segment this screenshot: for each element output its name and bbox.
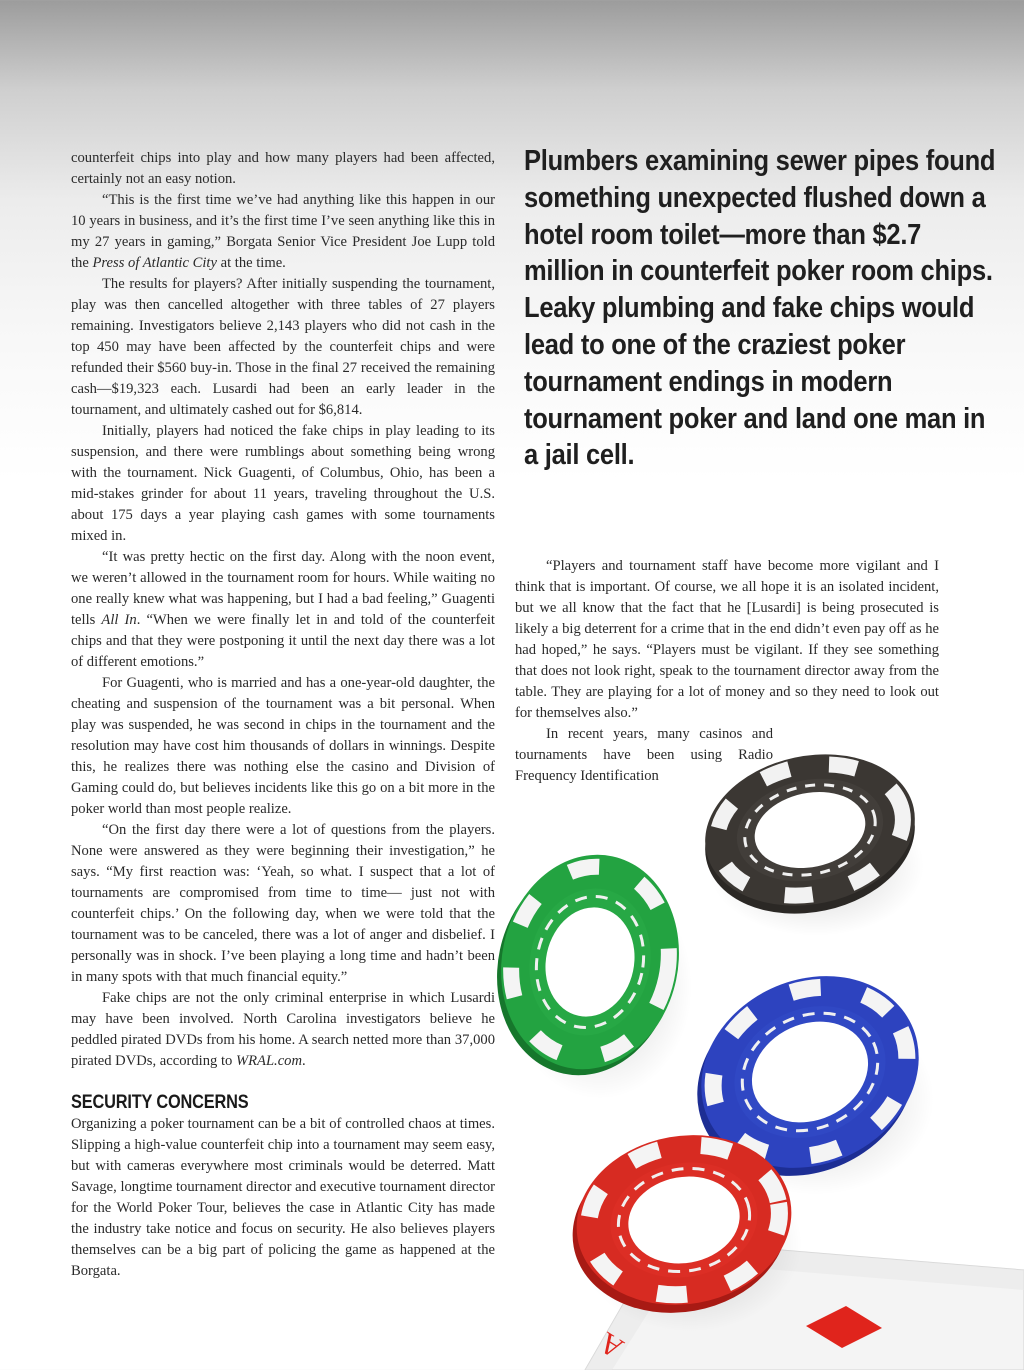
paragraph: “This is the first time we’ve had anything like this happen in our 10 years in business, and it’s the first time I’ve seen anything like this in my 27 years in gaming,” Borgata Senior Vice President Joe Lupp told the Press of Atlantic City at the time. bbox=[71, 192, 495, 271]
section-heading: SECURITY CONCERNS bbox=[71, 1092, 249, 1113]
paragraph: In recent years, many casinos and tournaments have been using Radio Frequency Identification bbox=[515, 726, 773, 784]
paragraph: Initially, players had noticed the fake chips in play leading to its suspension, and there were rumblings about something being wrong with the tournament. Nick Guagenti, of Columbus, Ohio, has been a mid-stakes grinder for about 11 years, traveling throughout the U.S. about 175 days a year playing cash games with some tournaments mixed in. bbox=[71, 423, 495, 544]
publication-name: All In bbox=[101, 612, 137, 628]
poker-chips-illustration bbox=[470, 740, 1024, 1370]
paragraph: Fake chips are not the only criminal enterprise in which Lusardi may have been involved. North Carolina investigators believe he peddled pirated DVDs from his home. A search netted more than 37,000 pirated DVDs, according to WRAL.com. bbox=[71, 990, 495, 1069]
left-column bbox=[71, 148, 495, 1282]
poker-chip-black bbox=[691, 740, 929, 936]
publication-name: Press of Atlantic City bbox=[92, 255, 217, 271]
paragraph: The results for players? After initially suspending the tournament, play was then cancelled altogether with three tables of 27 players remaining. Investigators believe 2,143 players who did not cash in the top 450 may have been affected by the counterfeit chips and were refunded their $560 buy-in. Those in the final 27 received the remaining cash—$19,323 each. Lusardi had been an early leader in the tournament, and ultimately cashed out for $6,814. bbox=[71, 276, 495, 418]
poker-chip-green bbox=[477, 838, 698, 1099]
paragraph: “Players and tournament staff have become more vigilant and I think that is important. Of course, we all hope it is an isolated incident, but we all know that the fact that he [Lusardi] is being prosecuted is likely a big deterrent for a crime that in the end didn’t even pay off as he had hoped,” he says. “Players must be vigilant. If they see something that does not look right, speak to the tournament director away from the table. They are playing for a lot of money and so they need to look out for themselves also.” bbox=[515, 558, 939, 721]
card-rank: A bbox=[593, 1325, 630, 1365]
paragraph: Organizing a poker tournament can be a bit of controlled chaos at times. Slipping a high-value counterfeit chip into a tournament may seem easy, but with cameras everywhere most criminals would be deterred. Matt Savage, longtime tournament director and executive tournament director for the World Poker Tour, believes the case in Atlantic City has made the industry take notice and focus on security. He also believes players themselves can be a big part of policing the game as happened at the Borgata. bbox=[71, 1116, 495, 1279]
paragraph: “It was pretty hectic on the first day. Along with the noon event, we weren’t allowed in the tournament room for hours. While waiting no one really knew what was happening, but I had a bad feeling,” Guagenti tells All In. “When we were finally let in and told of the counterfeit chips and that they were postponing it until the next day there was a lot of different emotions.” bbox=[71, 549, 495, 670]
publication-name: WRAL.com bbox=[235, 1053, 303, 1069]
paragraph: For Guagenti, who is married and has a one-year-old daughter, the cheating and suspension of the tournament was a bit personal. When play was suspended, he was second in chips in the tournament and the resolution may have cost him thousands of dollars in winnings. Despite this, he realizes there was nothing else the casino and Division of Gaming could do, but believes incidents like this go on a bit more in the poker world than most people realize. bbox=[71, 675, 495, 817]
pull-quote bbox=[524, 143, 994, 474]
pull-quote-text: Plumbers examining sewer pipes found something unexpected flushed down a hotel room toilet—more than $2.7 million in counterfeit poker room chips. Leaky plumbing and fake chips would lead to one of the craziest poker tournament endings in modern tournament poker and land one man in a jail cell. bbox=[524, 145, 996, 472]
paragraph: “On the first day there were a lot of questions from the players. None were answered as they were beginning their investigation,” he says. “My first reaction was: ‘Yeah, so what. I suspect that a lot of tournaments are compromised from time to time— just not with counterfeit chips.’ On the following day, when we were told that the tournament was to be canceled, there was a lot of anger and disbelief. I personally was in shock. I’ve been playing a long time and hadn’t been in many spots with that much financial equity.” bbox=[71, 822, 495, 985]
paragraph: counterfeit chips into play and how many players had been affected, certainly not an easy notion. bbox=[71, 150, 495, 187]
